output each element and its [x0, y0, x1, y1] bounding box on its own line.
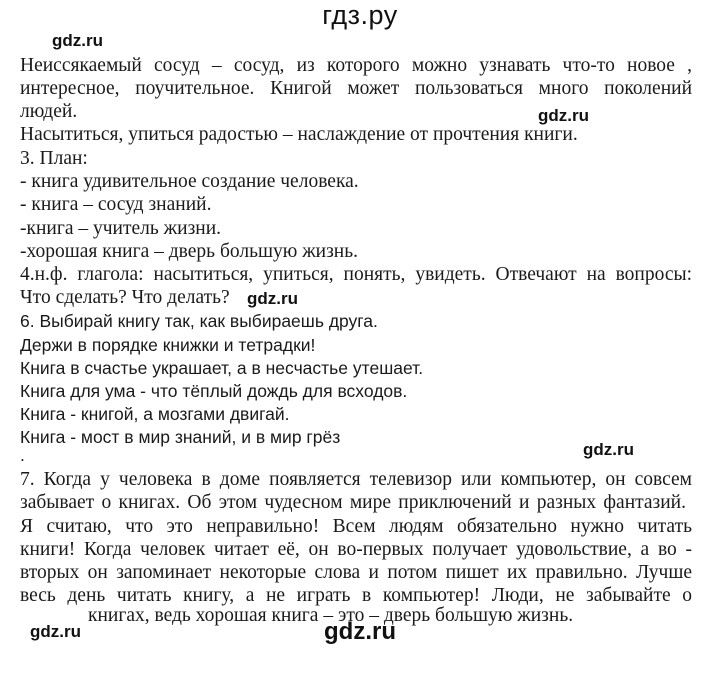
watermark-small: gdz.ru [30, 622, 81, 641]
text-line: Что сделать? Что делать? [20, 287, 230, 308]
plan-item: -хорошая книга – дверь большую жизнь. [20, 241, 359, 262]
section-heading: 3. План: [20, 148, 88, 169]
essay-line: весь день читать книгу, а не играть в компьютер! Люди, не забывайте о [20, 585, 692, 606]
site-watermark-bottom: gdz.ru [324, 618, 396, 645]
text-line: людей. [20, 101, 78, 122]
proverb-line: Книга в счастье украшает, а в несчастье утешает. [20, 358, 424, 378]
plan-item: - книга удивительное создание человека. [20, 171, 359, 192]
essay-line: книги! Когда человек читает её, он во-первых получает удовольствие, а во - [20, 539, 692, 560]
watermark-small: gdz.ru [538, 106, 589, 125]
plan-item: -книга – учитель жизни. [20, 218, 222, 239]
essay-line: Я считаю, что это неправильно! Всем людям обязательно нужно читать [20, 516, 692, 537]
essay-line: 7. Когда у человека в доме появляется телевизор или компьютер, он совсем [20, 469, 692, 490]
watermark-small: gdz.ru [52, 31, 103, 50]
proverb-line: Книга - книгой, а мозгами двигай. [20, 404, 290, 424]
plan-item: - книга – сосуд знаний. [20, 194, 212, 215]
text-line: 4.н.ф. глагола: насытиться, упиться, понять, увидеть. Отвечают на вопросы: [20, 264, 692, 285]
proverb-line: Держи в порядке книжки и тетрадки! [20, 335, 316, 355]
proverb-line: Книга для ума - что тёплый дождь для всходов. [20, 381, 408, 401]
site-watermark-top: гдз.ру [322, 0, 398, 30]
watermark-small: gdz.ru [583, 440, 634, 459]
proverb-line: 6. Выбирай книгу так, как выбираешь друга. [20, 311, 378, 331]
essay-line: книгах, ведь хорошая книга – это – дверь большую жизнь. [88, 605, 574, 626]
stray-period: . [20, 445, 25, 465]
text-line: Насытиться, упиться радостью – наслаждение от прочтения книги. [20, 124, 578, 145]
text-line: Неиссякаемый сосуд – сосуд, из которого можно узнавать что-то новое , [20, 55, 692, 76]
proverb-line: Книга - мост в мир знаний, и в мир грёз [20, 427, 341, 447]
text-line: интересное, поучительное. Книгой может пользоваться много поколений [20, 78, 692, 99]
watermark-small: gdz.ru [247, 289, 298, 308]
essay-line: вторых он запоминает некоторые слова и потом пишет их правильно. Лучше [20, 562, 692, 583]
essay-line: забывает о книгах. Об этом чудесном мире приключений и разных фантазий. [20, 492, 686, 513]
